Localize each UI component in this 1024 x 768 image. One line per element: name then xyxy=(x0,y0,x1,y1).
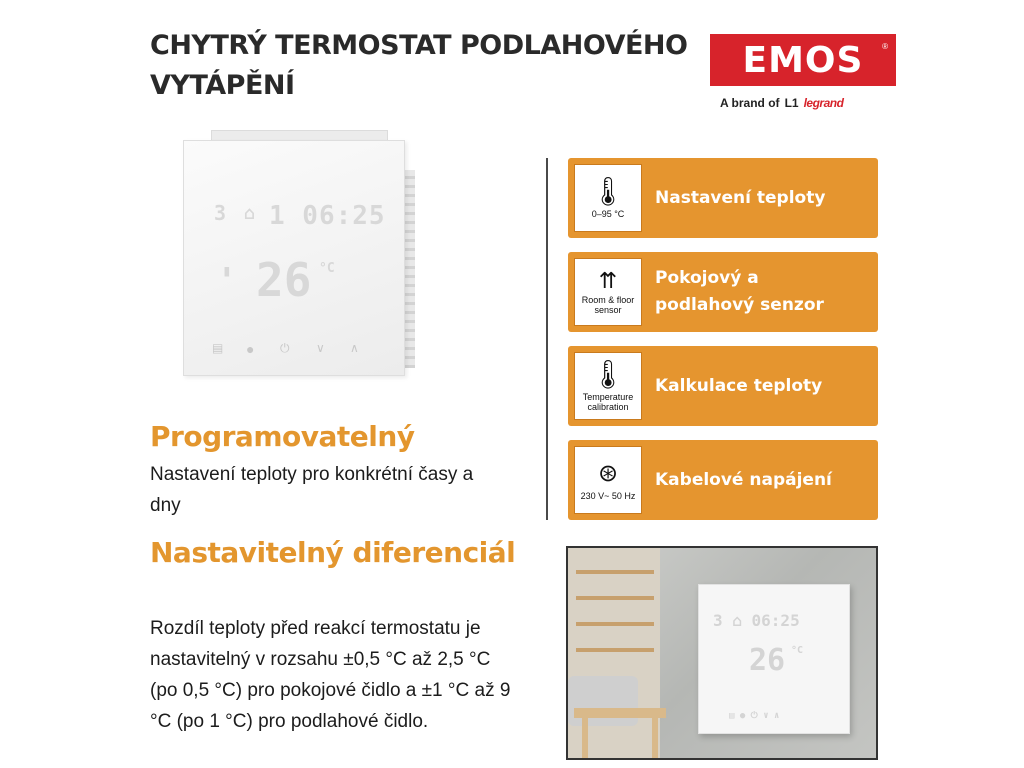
title-line-1: CHYTRÝ TERMOSTAT PODLAHOVÉHO xyxy=(150,30,688,61)
feature-label: Kalkulace teploty xyxy=(655,375,823,396)
shelf xyxy=(576,648,654,652)
shelf xyxy=(576,596,654,600)
title-line-2: VYTÁPĚNÍ xyxy=(150,70,295,101)
circle-button-icon: ● xyxy=(246,341,255,357)
feature-label: Pokojový a podlahový senzor xyxy=(655,268,824,315)
text-line: Nastavení teploty pro konkrétní časy a xyxy=(150,464,474,485)
section-text-differential xyxy=(150,613,510,737)
text-line: Rozdíl teploty před reakcí termostatu je xyxy=(150,618,481,639)
legrand-mark: L1 xyxy=(784,96,799,110)
brand-prefix: A brand of xyxy=(720,96,780,110)
thermostat-unit-display: °C xyxy=(319,261,335,276)
thermostat-temp-display: 26 xyxy=(256,253,312,307)
feature-icon-box xyxy=(574,352,642,420)
section-heading-programmable: Programovatelný xyxy=(150,420,415,453)
text-line: °C (po 1 °C) pro podlahové čidlo. xyxy=(150,711,429,732)
mini-temp-display: 26 xyxy=(749,643,786,678)
mini-time-display: 3 ⌂ 06:25 xyxy=(713,611,800,630)
table-leg xyxy=(652,718,658,760)
sofa xyxy=(568,676,638,726)
brand-line xyxy=(720,96,843,110)
text-line: nastavitelný v rozsahu ±0,5 °C až 2,5 °C xyxy=(150,649,491,670)
feature-card-cable-power xyxy=(568,440,878,520)
table-leg xyxy=(582,718,588,760)
home-icon: ⌂ xyxy=(244,203,255,224)
shelf xyxy=(576,622,654,626)
heating-icon: ▮ xyxy=(222,261,232,280)
feature-icon-label: 0–95 °C xyxy=(591,209,625,219)
thermostat-product-image xyxy=(183,130,413,380)
chevron-up-icon: ∧ xyxy=(350,341,359,355)
menu-icon: ▤ xyxy=(212,341,224,355)
feature-label: Nastavení teploty xyxy=(655,187,826,208)
feature-icon-label: Temperature calibration xyxy=(582,392,634,412)
thermostat-time-display: 1 06:25 xyxy=(269,201,386,231)
text-line: dny xyxy=(150,495,181,516)
emos-logo xyxy=(710,34,896,86)
feature-icon-box xyxy=(574,446,642,514)
thermostat-day-display: 3 xyxy=(214,201,227,225)
feature-icon-box xyxy=(574,164,642,232)
thermometer-icon: 🌡︎ xyxy=(590,176,626,207)
chevron-down-icon: ∨ xyxy=(316,341,325,355)
feature-label: Kabelové napájení xyxy=(655,469,832,490)
shelf xyxy=(576,570,654,574)
feature-icon-label: 230 V~ 50 Hz xyxy=(580,491,636,501)
feature-card-temperature-calibration xyxy=(568,346,878,426)
mounted-thermostat xyxy=(698,584,850,734)
section-heading-differential: Nastavitelný diferenciál xyxy=(150,536,516,569)
section-text-programmable xyxy=(150,459,473,521)
legrand-logo: legrand xyxy=(803,96,844,110)
thermostat-face xyxy=(183,140,405,376)
side-table xyxy=(574,708,666,718)
room-floor-sensor-icon: ⇈ xyxy=(598,268,618,293)
mini-buttons: ▤ ● ⏻ ∨ ∧ xyxy=(729,711,780,721)
text-line: (po 0,5 °C) pro pokojové čidlo a ±1 °C až 9 xyxy=(150,680,511,701)
power-icon: ⏻ xyxy=(280,341,290,355)
feature-icon-box xyxy=(574,258,642,326)
mini-unit-display: °C xyxy=(791,645,804,656)
vertical-divider xyxy=(546,158,548,520)
power-socket-icon: ⊛ xyxy=(597,460,619,487)
thermometer-icon: 🌡︎ xyxy=(590,359,626,390)
registered-mark: ® xyxy=(882,42,888,51)
logo-text: EMOS xyxy=(742,39,864,81)
room-photo xyxy=(566,546,878,760)
page-title xyxy=(150,26,710,106)
feature-icon-label: Room & floor sensor xyxy=(581,295,635,315)
feature-card-room-floor-sensor xyxy=(568,252,878,332)
feature-card-temperature-setting xyxy=(568,158,878,238)
